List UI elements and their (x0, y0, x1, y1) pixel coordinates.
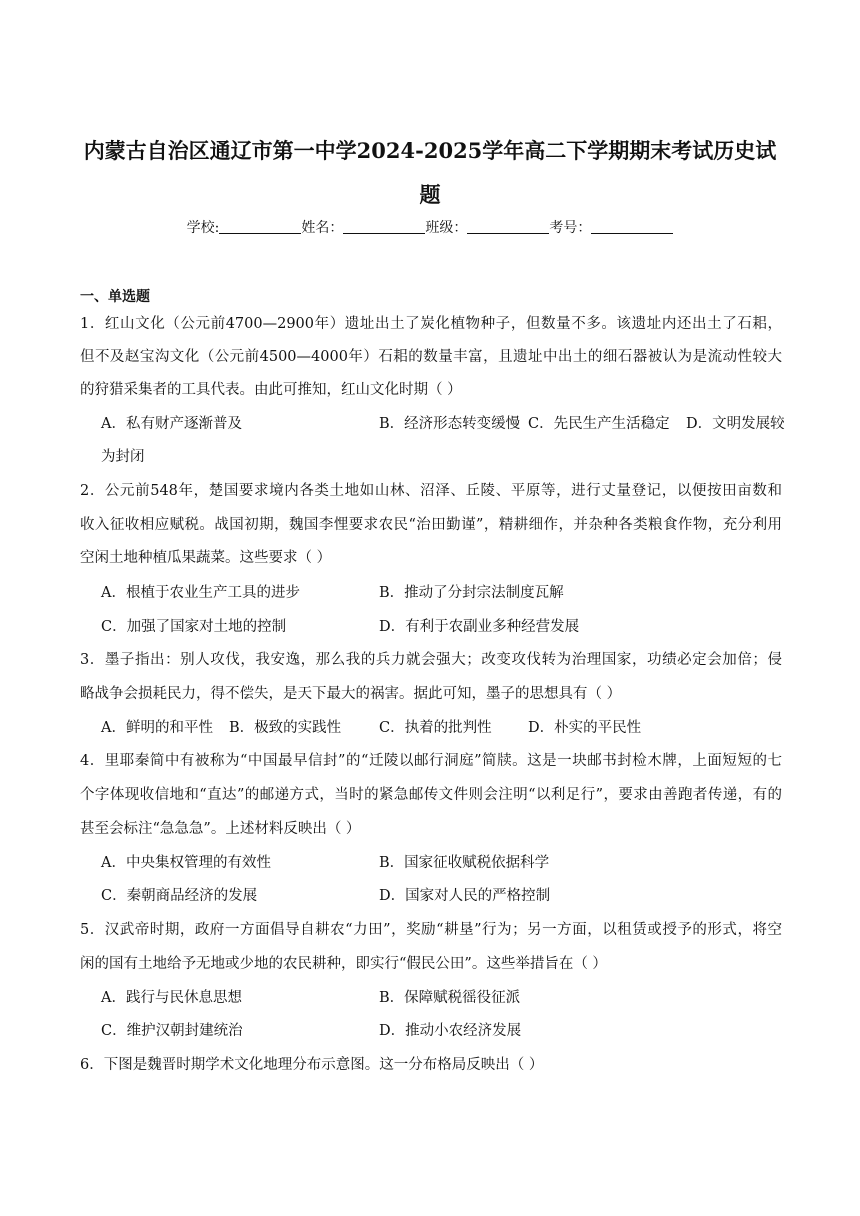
question-5-option-b[interactable]: B．保障赋税徭役征派 (379, 990, 521, 1006)
question-1-option-a[interactable]: A．私有财产逐渐普及 (101, 416, 242, 432)
section-title: 一、单选题 (80, 289, 150, 305)
question-2-option-d[interactable]: D．有利于农副业多种经营发展 (379, 619, 580, 635)
question-4-option-a[interactable]: A．中央集权管理的有效性 (101, 855, 271, 871)
question-1-line-1: 1．红山文化（公元前4700—2900年）遗址出土了炭化植物种子，但数量不多。该遗址内还出土了石耜， (80, 316, 782, 332)
exam-title-line-1: 内蒙古自治区通辽市第一中学2024-2025学年高二下学期期末考试历史试 (83, 138, 777, 163)
question-4-option-d[interactable]: D．国家对人民的严格控制 (379, 888, 551, 904)
exam-title-line-2: 题 (419, 182, 441, 207)
school-blank[interactable] (219, 219, 301, 234)
question-3-line-2: 略战争会损耗民力，得不偿失，是天下最大的祸害。据此可知，墨子的思想具有（ ） (80, 686, 622, 702)
question-2-option-b[interactable]: B．推动了分封宗法制度瓦解 (379, 585, 564, 601)
question-4-line-1: 4．里耶秦简中有被称为“中国最早信封”的“迁陵以邮行洞庭”简牍。这是一块邮书封检木牌，上面短短的七 (80, 753, 782, 769)
name-label: 姓名： (301, 220, 344, 236)
name-blank[interactable] (343, 219, 425, 234)
question-1-option-b[interactable]: B．经济形态转变缓慢 (379, 416, 521, 432)
student-info-row (0, 217, 860, 239)
question-4-option-b[interactable]: B．国家征收赋税依据科学 (379, 855, 550, 871)
class-label: 班级： (425, 220, 468, 236)
question-1-option-d-continued: 为封闭 (101, 449, 145, 465)
question-3-option-b[interactable]: B．极致的实践性 (229, 720, 342, 736)
question-5-option-c[interactable]: C．维护汉朝封建统治 (101, 1023, 243, 1039)
question-5-option-a[interactable]: A．践行与民休息思想 (101, 990, 242, 1006)
question-6-line-1: 6．下图是魏晋时期学术文化地理分布示意图。这一分布格局反映出（ ） (80, 1057, 544, 1073)
question-1-line-2: 但不及赵宝沟文化（公元前4500—4000年）石耜的数量丰富，且遗址中出土的细石器被认为是流动性较大 (80, 349, 782, 365)
question-2-line-3: 空闲土地种植瓜果蔬菜。这些要求（ ） (80, 550, 332, 566)
school-label: 学校: (186, 220, 220, 236)
exam-number-label: 考号： (549, 220, 592, 236)
class-blank[interactable] (467, 219, 549, 234)
question-3-option-a[interactable]: A．鲜明的和平性 (101, 720, 213, 736)
question-3-option-d[interactable]: D．朴实的平民性 (528, 720, 642, 736)
question-1-option-c[interactable]: C．先民生产生活稳定 (528, 416, 670, 432)
exam-number-blank[interactable] (591, 219, 673, 234)
question-3-line-1: 3．墨子指出：别人攻伐，我安逸，那么我的兵力就会强大；改变攻伐转为治理国家，功绩必定会加倍；侵 (80, 652, 782, 668)
question-5-line-2: 闲的国有土地给予无地或少地的农民耕种，即实行“假民公田”。这些举措旨在（ ） (80, 956, 607, 972)
question-4-line-2: 个字体现收信地和“直达”的邮递方式，当时的紧急邮传文件则会注明“以利足行”，要求由善跑者传递，有的 (80, 787, 782, 803)
question-2-line-2: 收入征收相应赋税。战国初期，魏国李悝要求农民“治田勤谨”，精耕细作，并杂种各类粮食作物，充分利用 (80, 517, 782, 533)
question-4-option-c[interactable]: C．秦朝商品经济的发展 (101, 888, 258, 904)
question-3-option-c[interactable]: C．执着的批判性 (379, 720, 492, 736)
question-2-option-c[interactable]: C．加强了国家对土地的控制 (101, 619, 287, 635)
question-1-option-d[interactable]: D．文明发展较 (686, 416, 785, 432)
question-1-line-3: 的狩猎采集者的工具代表。由此可推知，红山文化时期（ ） (80, 382, 462, 398)
question-5-line-1: 5．汉武帝时期，政府一方面倡导自耕农“力田”，奖励“耕垦”行为；另一方面，以租赁或授予的形式，将空 (80, 922, 782, 938)
question-2-option-a[interactable]: A．根植于农业生产工具的进步 (101, 585, 300, 601)
question-4-line-3: 甚至会标注“急急急”。上述材料反映出（ ） (80, 821, 361, 837)
question-5-option-d[interactable]: D．推动小农经济发展 (379, 1023, 522, 1039)
question-2-line-1: 2．公元前548年，楚国要求境内各类土地如山林、沼泽、丘陵、平原等，进行丈量登记，以便按田亩数和 (80, 483, 782, 499)
